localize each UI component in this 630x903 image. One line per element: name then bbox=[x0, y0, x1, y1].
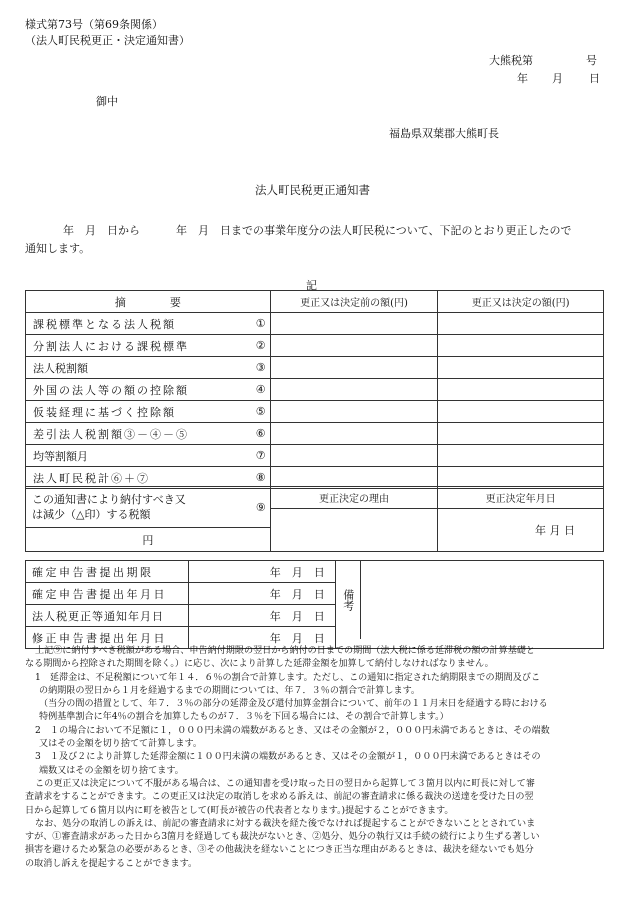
tax-table-row bbox=[26, 423, 604, 445]
tax-table-row bbox=[26, 401, 604, 423]
tax-row-label-cell bbox=[26, 423, 271, 445]
tax-row-label-cell bbox=[26, 313, 271, 335]
document-number-suffix: 号 bbox=[586, 54, 597, 67]
note-line: 日から起算して６箇月以内に町を被告として(町長が被告の代表者となります。)提起することができます。 bbox=[25, 805, 454, 816]
note-line: 2 １の場合において不足額に１，０００円未満の端数があるとき、又はその金額が２，０００円未満であるときは、その端数 bbox=[35, 725, 550, 736]
tax-row-number: ⑦ bbox=[255, 449, 266, 462]
tax-table-row bbox=[26, 335, 604, 357]
date-row-value: 年 月 日 bbox=[188, 627, 335, 649]
tax-row-label-cell bbox=[26, 335, 271, 357]
date-month: 月 bbox=[552, 72, 563, 85]
tax-row-label: 均等割額月 bbox=[33, 449, 88, 463]
intro-line-2: 通知します。 bbox=[25, 242, 91, 255]
decision-date-value: 年 月 日 bbox=[438, 509, 604, 552]
tax-amount-table bbox=[25, 290, 604, 489]
tax-table-row bbox=[26, 445, 604, 467]
tax-row-number: ⑤ bbox=[255, 405, 266, 418]
remarks-cell bbox=[335, 561, 603, 649]
note-line: 特例基準割合に年4％の割合を加算したものが７．３％を下回る場合には、その割合で計算します。） bbox=[39, 712, 449, 723]
date-row-label: 法人税更正等通知年月日 bbox=[32, 609, 164, 623]
document-number-label: 大熊税第 bbox=[489, 54, 533, 67]
date-row-label: 確定申告書提出年月日 bbox=[32, 587, 167, 601]
note-line: 又はその金額を切り捨てて計算します。 bbox=[39, 739, 202, 750]
decision-date-header: 更正決定年月日 bbox=[438, 487, 604, 509]
tax-row-label: 外国の法人等の額の控除額 bbox=[33, 383, 189, 397]
before-amount-cell bbox=[270, 357, 438, 379]
remarks-label: 備考 bbox=[341, 589, 355, 611]
before-amount-cell bbox=[270, 423, 438, 445]
before-amount-cell bbox=[270, 401, 438, 423]
form-number: 様式第73号（第69条関係） bbox=[25, 18, 163, 31]
date-row-value: 年 月 日 bbox=[188, 583, 335, 605]
date-row-label: 確定申告書提出期限 bbox=[32, 565, 154, 579]
note-line: この更正又は決定について不服がある場合は、この通知書を受け取った日の翌日から起算して３箇月以内に町長に対して審 bbox=[35, 778, 535, 789]
before-amount-header: 更正又は決定前の額(円) bbox=[270, 291, 438, 313]
tax-row-label: 仮装経理に基づく控除額 bbox=[33, 405, 176, 419]
tax-row-number: ⑥ bbox=[255, 427, 266, 440]
tax-row-label: 法人町民税計⑥＋⑦ bbox=[33, 471, 150, 485]
after-amount-cell bbox=[438, 423, 604, 445]
date-row-label-cell bbox=[26, 583, 189, 605]
note-line: 損害を避けるため緊急の必要があるとき、③その他裁決を経ないことにつき正当な理由があるときは、裁決を経ないでも処分 bbox=[25, 845, 534, 856]
date-day: 日 bbox=[589, 72, 600, 85]
issuer-name: 福島県双葉郡大熊町長 bbox=[389, 127, 499, 140]
note-line: 1 延滞金は、不足税額について年１４．６％の割合で計算します。ただし、この通知に指定された納期限までの期間及びこ bbox=[35, 672, 541, 683]
before-amount-cell bbox=[270, 313, 438, 335]
note-line: すが、①審査請求があった日から3箇月を経過しても裁決がないとき、②処分、処分の執行又は手続の続行により生ずる著しい bbox=[25, 832, 540, 843]
intro-period-end: 年 月 日までの事業年度分の法人町民税について、下記のとおり更正したので bbox=[176, 224, 572, 237]
note-line: （当分の間の措置として、年７．３％の部分の延滞金及び還付加算金割合について、前年の１１月末日を経過する時における bbox=[39, 699, 548, 710]
note-line: の取消し訴えを提起することができます。 bbox=[25, 858, 198, 869]
before-amount-cell bbox=[270, 335, 438, 357]
reason-cell bbox=[270, 509, 438, 552]
note-line: なる期間から控除された期間を除く。）に応じ、次により計算した延滞金額を加算して納付しなければなりません。 bbox=[25, 659, 494, 670]
payment-label-line-2: は減少（△印）する税額 bbox=[32, 508, 151, 521]
tax-row-label: 課税標準となる法人税額 bbox=[33, 317, 176, 331]
ki-label: 記 bbox=[306, 279, 317, 292]
tax-table-header bbox=[26, 291, 604, 313]
before-amount-cell bbox=[270, 445, 438, 467]
payment-currency: 円 bbox=[26, 528, 271, 552]
after-amount-cell bbox=[438, 445, 604, 467]
after-amount-cell bbox=[438, 379, 604, 401]
note-line: 上記⑨に納付すべき税額がある場合、申告納付期限の翌日から納付の日までの期間（法人税に係る延滞税の額の計算基礎と bbox=[35, 646, 535, 656]
tax-row-label: 法人税割額 bbox=[33, 361, 88, 375]
date-table-row bbox=[26, 561, 604, 583]
date-row-value: 年 月 日 bbox=[188, 605, 335, 627]
document-title: 法人町民税更正通知書 bbox=[255, 183, 370, 197]
form-subtitle: （法人町民税更正・決定通知書） bbox=[25, 34, 190, 47]
note-line: 端数又はその金額を切り捨てます。 bbox=[39, 765, 184, 776]
date-row-label: 修正申告書提出年月日 bbox=[32, 631, 167, 645]
notes-section bbox=[25, 645, 610, 871]
date-year: 年 bbox=[517, 72, 528, 85]
after-amount-cell bbox=[438, 313, 604, 335]
after-amount-cell bbox=[438, 357, 604, 379]
date-row-label-cell bbox=[26, 561, 189, 583]
payment-label-line-1: この通知書により納付すべき又 bbox=[32, 493, 186, 506]
tax-table-row bbox=[26, 313, 604, 335]
tax-row-label: 分割法人における課税標準 bbox=[33, 339, 189, 353]
addressee-suffix: 御中 bbox=[96, 95, 118, 108]
tax-row-number: ① bbox=[255, 317, 266, 330]
tax-table-row bbox=[26, 357, 604, 379]
intro-period-start: 年 月 日から bbox=[63, 224, 140, 237]
tax-row-label-cell bbox=[26, 445, 271, 467]
dates-table bbox=[25, 560, 604, 649]
note-line: 3 １及び２により計算した延滞金額に１００円未満の端数があるとき、又はその金額が１，０００円未満であるときはその bbox=[35, 752, 541, 763]
after-amount-cell bbox=[438, 335, 604, 357]
tax-row-number: ⑧ bbox=[255, 471, 266, 484]
after-amount-cell bbox=[438, 401, 604, 423]
note-line: の納期限の翌日から１月を経過するまでの期間については、年７．３％の割合で計算します。 bbox=[39, 685, 421, 696]
tax-table-row bbox=[26, 379, 604, 401]
tax-row-number: ③ bbox=[255, 361, 266, 374]
tax-row-label-cell bbox=[26, 379, 271, 401]
tax-row-label-cell bbox=[26, 401, 271, 423]
date-row-label-cell bbox=[26, 605, 189, 627]
date-row-value: 年 月 日 bbox=[188, 561, 335, 583]
tax-row-label: 差引法人税割額③－④－⑤ bbox=[33, 427, 189, 441]
note-line: なお、処分の取消しの訴えは、前記の審査請求に対する裁決を経た後でなければ提起することができないこととされていま bbox=[35, 818, 536, 829]
tax-row-label-cell bbox=[26, 357, 271, 379]
payment-table bbox=[25, 486, 604, 552]
payment-amount-label-cell bbox=[26, 487, 271, 528]
before-amount-cell bbox=[270, 379, 438, 401]
tax-row-number: ② bbox=[255, 339, 266, 352]
reason-header: 更正決定の理由 bbox=[270, 487, 438, 509]
summary-header: 摘 要 bbox=[26, 291, 271, 313]
tax-row-number: ④ bbox=[255, 383, 266, 396]
after-amount-header: 更正又は決定の額(円) bbox=[438, 291, 604, 313]
payment-row-number: ⑨ bbox=[255, 500, 266, 514]
note-line: 査請求をすることができます。この更正又は決定の取消しを求める訴えは、前記の審査請求に係る裁決の送達を受けた日の翌 bbox=[25, 792, 534, 803]
